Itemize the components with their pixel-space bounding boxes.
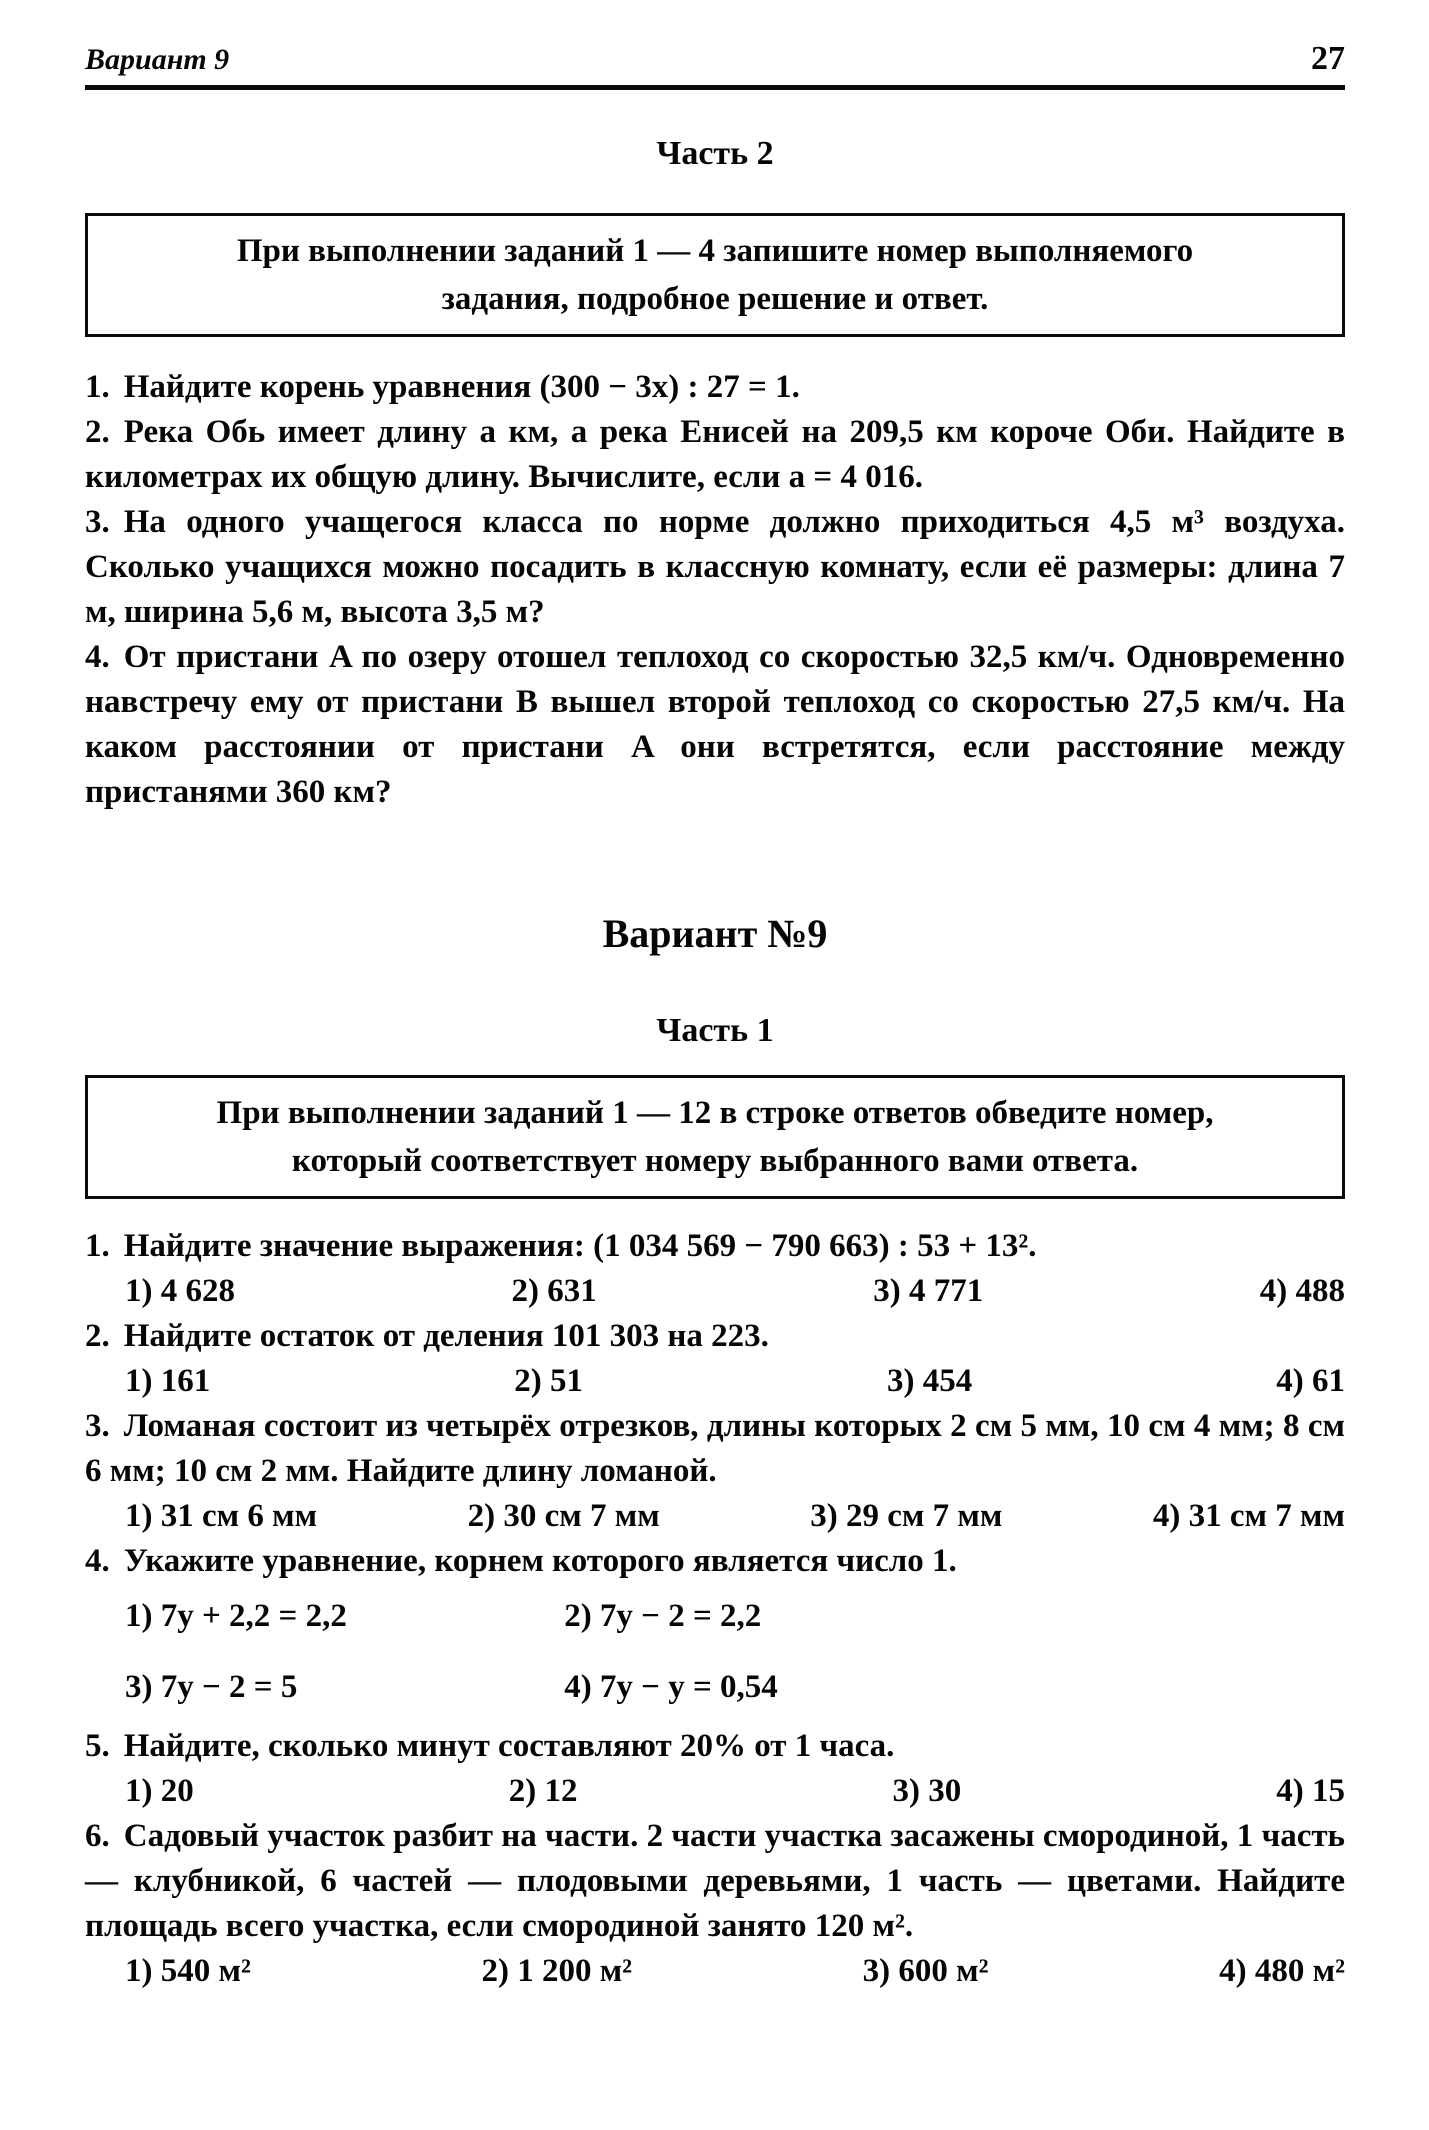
problem-text: От пристани A по озеру отошел теплоход со скоростью 32,5 км/ч. Одновременно навстречу ему от пристани B вышел второй теплоход со скоростью 27,5 км/ч. На каком расстоянии от пристани A они встретятся, если расстояние между пристанями 360 км?: [85, 639, 1345, 810]
variant-title: Вариант №9: [602, 911, 828, 956]
problem-number: 2.: [85, 414, 110, 450]
problem-text: На одного учащегося класса по норме должно приходиться 4,5 м³ воздуха. Сколько учащихся можно посадить в классную комнату, если её размеры: длина 7 м, ширина 5,6 м, высота 3,5 м?: [85, 504, 1345, 630]
problem-text: Найдите корень уравнения (300 − 3x) : 27 = 1.: [123, 369, 800, 405]
answers-row: [85, 1769, 1345, 1814]
answer-option: 3) 600 м²: [862, 1953, 989, 1989]
part2-instruction-box: [85, 213, 1345, 337]
answer-option: 3) 4 771: [873, 1273, 984, 1309]
part1-title: Часть 1: [656, 1012, 774, 1049]
answers-row: [85, 1359, 1345, 1404]
answer-option: 4) 488: [1259, 1273, 1345, 1309]
problem-text: Река Обь имеет длину a км, а река Енисей на 209,5 км короче Оби. Найдите в километрах их общую длину. Вычислите, если a = 4 016.: [85, 414, 1345, 495]
part2-problems: [85, 365, 1345, 815]
problem-text: Найдите, сколько минут составляют 20% от 1 часа.: [123, 1728, 895, 1764]
problem: [85, 1814, 1345, 1994]
answer-option: 4) 480 м²: [1219, 1953, 1345, 1989]
problem-number: 4.: [85, 1543, 110, 1579]
answer-option: 4) 15: [1276, 1773, 1345, 1809]
problem-text: Ломаная состоит из четырёх отрезков, длины которых 2 см 5 мм, 10 см 4 мм; 8 см 6 мм; 10 см 2 мм. Найдите длину ломаной.: [85, 1408, 1345, 1489]
problem-number: 3.: [85, 504, 110, 540]
problem-text: Садовый участок разбит на части. 2 части участка засажены смородиной, 1 часть — клубникой, 6 частей — плодовыми деревьями, 1 часть — цветами. Найдите площадь всего участка, если смородиной занято 120 м².: [85, 1818, 1345, 1944]
answer-option: 1) 4 628: [125, 1273, 235, 1309]
problem-text: Найдите значение выражения: (1 034 569 − 790 663) : 53 + 13².: [123, 1228, 1037, 1264]
header-rule: [85, 85, 1345, 90]
problem: [85, 1539, 1345, 1710]
instruction-line: который соответствует номеру выбранного вами ответа.: [291, 1143, 1139, 1179]
answer-option: 1) 540 м²: [125, 1953, 251, 1989]
problem-number: 2.: [85, 1318, 110, 1354]
part1-instruction-box: [85, 1075, 1345, 1199]
answer-option: 1) 161: [125, 1363, 211, 1399]
part2-title: Часть 2: [656, 135, 774, 172]
equations-grid: [85, 1594, 1345, 1710]
instruction-line: При выполнении заданий 1 — 12 в строке ответов обведите номер,: [216, 1095, 1214, 1131]
problem: [85, 1404, 1345, 1539]
equation-option: 4) 7y − y = 0,54: [564, 1669, 778, 1705]
problem-number: 1.: [85, 369, 110, 405]
problem-number: 3.: [85, 1408, 110, 1444]
problem-number: 4.: [85, 639, 110, 675]
answer-option: 2) 631: [511, 1273, 597, 1309]
problem: [85, 500, 1345, 635]
problem: [85, 365, 1345, 410]
equation-option: 2) 7y − 2 = 2,2: [564, 1598, 762, 1634]
answer-option: 3) 30: [892, 1773, 962, 1809]
answers-row: [85, 1494, 1345, 1539]
running-head: [85, 40, 1345, 78]
page-number: 27: [1311, 40, 1345, 77]
answer-option: 3) 29 см 7 мм: [810, 1498, 1003, 1534]
problem: [85, 1224, 1345, 1314]
problem: [85, 635, 1345, 815]
answers-row: [85, 1949, 1345, 1994]
problem: [85, 410, 1345, 500]
variant-label: Вариант 9: [85, 43, 230, 76]
problem-number: 5.: [85, 1728, 110, 1764]
answers-row: [85, 1269, 1345, 1314]
equation-option: 1) 7y + 2,2 = 2,2: [125, 1598, 347, 1634]
answer-option: 2) 30 см 7 мм: [467, 1498, 660, 1534]
answer-option: 3) 454: [887, 1363, 973, 1399]
problem-text: Укажите уравнение, корнем которого является число 1.: [123, 1543, 957, 1579]
instruction-line: При выполнении заданий 1 — 4 запишите номер выполняемого: [236, 233, 1194, 269]
answer-option: 2) 51: [514, 1363, 583, 1399]
answer-option: 1) 31 см 6 мм: [125, 1498, 318, 1534]
part1-problems: [85, 1224, 1345, 1994]
equation-option: 3) 7y − 2 = 5: [125, 1669, 298, 1705]
instruction-line: задания, подробное решение и ответ.: [441, 281, 989, 317]
problem-number: 1.: [85, 1228, 110, 1264]
answer-option: 1) 20: [125, 1773, 194, 1809]
problem-number: 6.: [85, 1818, 110, 1854]
problem-text: Найдите остаток от деления 101 303 на 223.: [123, 1318, 769, 1354]
problem: [85, 1314, 1345, 1404]
answer-option: 2) 12: [508, 1773, 578, 1809]
answer-option: 2) 1 200 м²: [481, 1953, 633, 1989]
answer-option: 4) 61: [1276, 1363, 1345, 1399]
problem: [85, 1724, 1345, 1814]
answer-option: 4) 31 см 7 мм: [1152, 1498, 1345, 1534]
